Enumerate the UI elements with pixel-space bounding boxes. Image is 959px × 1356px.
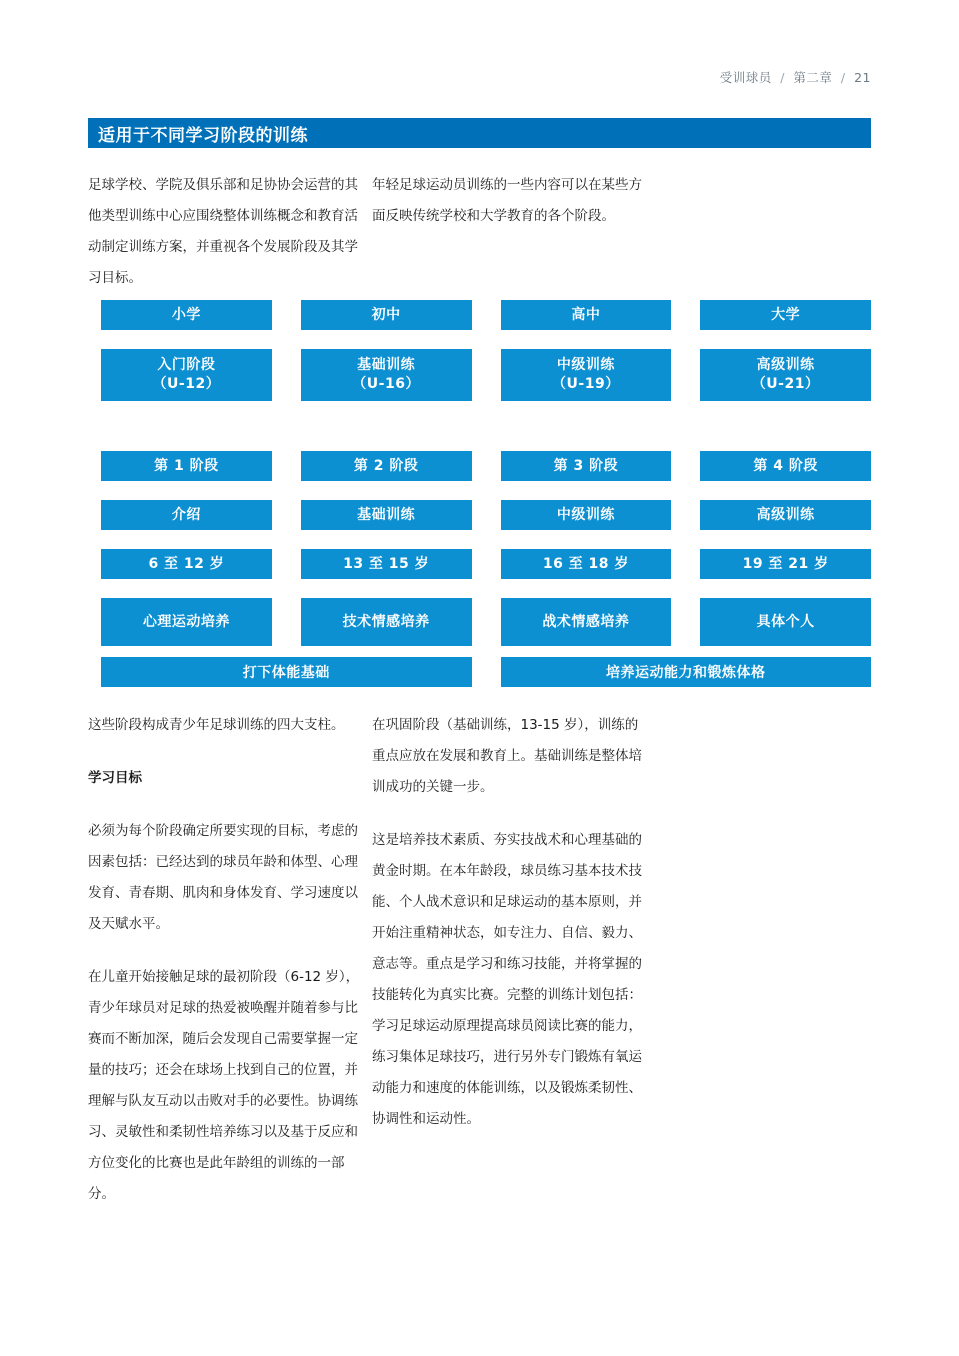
focus-cell: 技术情感培养 — [301, 598, 472, 646]
school-level-cell: 初中 — [301, 300, 472, 330]
body-left-lead: 这些阶段构成青少年足球训练的四大支柱。 — [88, 717, 345, 733]
training-level-row — [101, 349, 871, 401]
stage-label-row — [101, 451, 871, 481]
age-range-row — [101, 549, 871, 579]
header-separator-2: / — [840, 70, 846, 85]
body-column-right — [372, 710, 649, 1135]
age-range-cell: 16 至 18 岁 — [501, 549, 672, 579]
page-header — [720, 68, 871, 86]
training-level-cell — [301, 349, 472, 401]
stage-name-cell: 中级训练 — [501, 500, 672, 530]
age-range-cell: 19 至 21 岁 — [700, 549, 871, 579]
stage-name-cell: 基础训练 — [301, 500, 472, 530]
training-level-name: 高级训练 — [756, 357, 815, 373]
body-right-paragraph-2: 这是培养技术素质、夯实技战术和心理基础的黄金时期。在本年龄段，球员练习基本技术技能、个人战术意识和足球运动的基本原则，并开始注重精神状态，如专注力、自信、毅力、意志等。重点是学习和练习技能，并将掌握的技能转化为真实比赛。完整的训练计划包括：学习足球运动原理提高球员阅读比赛的能力，练习集体足球技巧，进行另外专门锻炼有氧运动能力和速度的体能训练，以及锻炼柔韧性、协调性和运动性。 — [372, 832, 642, 1127]
training-level-name: 入门阶段 — [157, 357, 216, 373]
age-range-cell: 13 至 15 岁 — [301, 549, 472, 579]
stage-name-cell: 高级训练 — [700, 500, 871, 530]
intro-paragraph-right: 年轻足球运动员训练的一些内容可以在某些方面反映传统学校和大学教育的各个阶段。 — [372, 177, 642, 224]
body-column-left — [88, 710, 365, 1210]
body-left-paragraph-1: 必须为每个阶段确定所要实现的目标，考虑的因素包括：已经达到的球员年龄和体型、心理发育、青春期、肌肉和身体发育、学习速度以及天赋水平。 — [88, 823, 358, 932]
training-level-cell — [501, 349, 672, 401]
body-left-subheading: 学习目标 — [88, 770, 142, 786]
age-range-cell: 6 至 12 岁 — [101, 549, 272, 579]
stage-label-cell: 第 3 阶段 — [501, 451, 672, 481]
header-page-number: 21 — [854, 70, 871, 85]
body-left-paragraph-2: 在儿童开始接触足球的最初阶段（6-12 岁），青少年球员对足球的热爱被唤醒并随着参与比赛而不断加深，随后会发现自己需要掌握一定量的技巧；还会在球场上找到自己的位置，并理解与队友互动以击败对手的必要性。协调练习、灵敏性和柔韧性培养练习以及基于反应和方位变化的比赛也是此年龄组的训练的一部分。 — [88, 969, 360, 1202]
training-level-name: 中级训练 — [556, 357, 615, 373]
training-level-name: 基础训练 — [357, 357, 416, 373]
school-level-cell: 高中 — [501, 300, 672, 330]
header-separator-1: / — [780, 70, 785, 85]
goal-cell-athletic-development: 培养运动能力和锻炼体格 — [501, 657, 872, 687]
focus-cell: 心理运动培养 — [101, 598, 272, 646]
training-level-age: （U-16） — [352, 376, 420, 392]
training-level-cell — [101, 349, 272, 401]
body-right-paragraph-1: 在巩固阶段（基础训练，13-15 岁），训练的重点应放在发展和教育上。基础训练是整体培训成功的关键一步。 — [372, 717, 642, 795]
goal-row — [101, 657, 871, 687]
training-stages-diagram — [101, 300, 871, 687]
training-level-age: （U-21） — [751, 376, 820, 392]
intro-paragraph-left: 足球学校、学院及俱乐部和足协协会运营的其他类型训练中心应围绕整体训练概念和教育活动制定训练方案，并重视各个发展阶段及其学习目标。 — [88, 177, 358, 286]
training-level-cell — [700, 349, 871, 401]
header-section: 受训球员 — [719, 70, 772, 85]
focus-cell: 战术情感培养 — [501, 598, 672, 646]
training-level-age: （U-12） — [152, 376, 221, 392]
stage-name-row — [101, 500, 871, 530]
focus-cell: 具体个人 — [700, 598, 871, 646]
stage-name-cell: 介绍 — [101, 500, 272, 530]
school-level-row — [101, 300, 871, 330]
training-level-age: （U-19） — [552, 376, 620, 392]
stage-label-cell: 第 2 阶段 — [301, 451, 472, 481]
header-chapter: 第二章 — [793, 70, 833, 85]
page-title: 适用于不同学习阶段的训练 — [88, 118, 871, 148]
goal-cell-physical-base: 打下体能基础 — [101, 657, 472, 687]
school-level-cell: 小学 — [101, 300, 272, 330]
school-level-cell: 大学 — [700, 300, 871, 330]
focus-row — [101, 598, 871, 646]
stage-label-cell: 第 1 阶段 — [101, 451, 272, 481]
stage-label-cell: 第 4 阶段 — [700, 451, 871, 481]
